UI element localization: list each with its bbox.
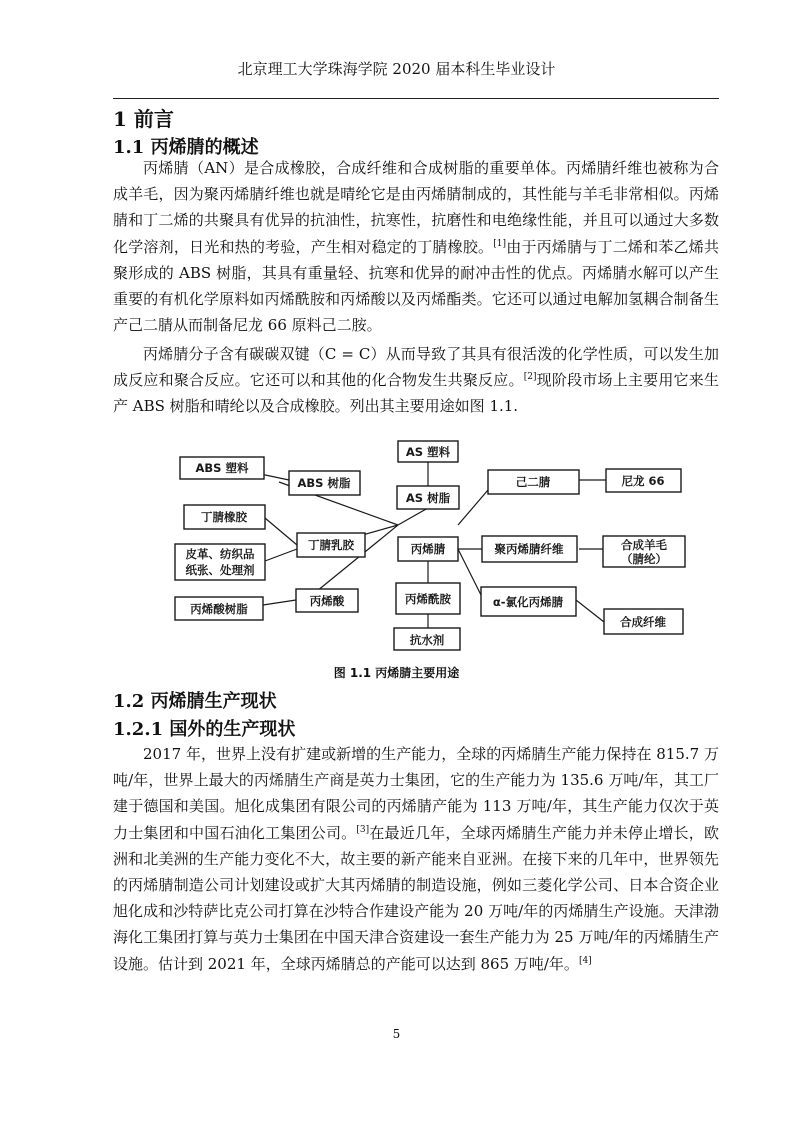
node-abs-plastic-label: ABS 塑料 (195, 461, 249, 475)
paragraph-1-text-b: 由于丙烯腈与丁二烯和苯乙烯共聚形成的 ABS 树脂，其具有重量轻、抗寒和优异的耐冲击性的优点。丙烯腈水解可以产生重要的有机化学原料如丙烯酰胺和丙烯酸以及丙烯酯类。它还可以通过电解加氢耦合制备生产己二腈从而制备尼龙 66 原料己二胺。 (113, 237, 719, 335)
node-syn-wool-label-1: 合成羊毛 (621, 538, 667, 552)
node-nbr-rubber-label: 丁腈橡胶 (201, 510, 247, 524)
node-as-plastic-label: AS 塑料 (405, 445, 451, 459)
node-chloro-acn-label: α-氯化丙烯腈 (492, 595, 564, 609)
node-nylon66 (606, 469, 681, 492)
node-water-resist-label: 抗水剂 (409, 633, 445, 647)
node-syn-fiber (604, 609, 683, 634)
figure-caption: 图 1.1 丙烯腈主要用途 (333, 666, 460, 680)
node-syn-wool-label-2: （腈纶） (621, 552, 667, 566)
node-acrylamide-label: 丙烯酰胺 (405, 592, 451, 606)
node-pan-fiber-label: 聚丙烯腈纤维 (494, 542, 564, 556)
node-nylon66-label: 尼龙 66 (621, 474, 665, 488)
node-as-resin-label: AS 树脂 (405, 491, 451, 505)
node-leather-label-1: 皮革、纺织品 (185, 547, 255, 561)
page-header: 北京理工大学珠海学院 2020 届本科生毕业设计 (237, 60, 556, 78)
paragraph-3 (113, 741, 719, 977)
node-acrylic-acid-label: 丙烯酸 (309, 594, 345, 608)
node-nbr-latex (297, 533, 365, 557)
node-adiponitrile (488, 470, 579, 494)
node-chloro-acn (481, 587, 576, 616)
node-syn-wool (603, 536, 685, 567)
node-leather-label-2: 纸张、处理剂 (185, 563, 255, 577)
paragraph-1 (113, 155, 719, 338)
node-as-plastic (398, 441, 458, 462)
citation-2: [2] (523, 372, 537, 383)
node-center (398, 537, 458, 561)
node-acrylic-resin (175, 597, 263, 620)
node-abs-resin-label: ABS 树脂 (297, 476, 351, 490)
paragraph-3-text-b: 在最近几年，全球丙烯腈生产能力并未停止增长，欧洲和北美洲的生产能力变化不大，故主要的新产能来自亚洲。在接下来的几年中，世界领先的丙烯腈制造公司计划建设或扩大其丙烯腈的制造设施，例如三菱化学公司、日本合资企业旭化成和沙特萨比克公司打算在沙特合作建设产能为 20 万吨/年的丙烯腈生产设施。天津渤海化工集团打算与英力士集团在中国天津合资建设一套生产能力为 25 万吨/年的丙烯腈生产设施。估计到 2021 年，全球丙烯腈总的产能可以达到 865 万吨/年。 (113, 823, 719, 973)
paragraph-3-text-a: 2017 年，世界上没有扩建或新增的生产能力，全球的丙烯腈生产能力保持在 815.7 万吨/年，世界上最大的丙烯腈生产商是英力士集团，它的生产能力为 135.6 万吨/年，其工厂建于德国和美国。旭化成集团有限公司的丙烯腈产能为 113 万吨/年，其生产能力仅次于英力士集团和中国石油化工集团公司。 (113, 745, 719, 842)
node-center-label: 丙烯腈 (410, 542, 446, 556)
citation-4: [4] (578, 955, 592, 966)
citation-3: [3] (356, 824, 370, 835)
section-1-2-heading: 1.2 丙烯腈生产现状 (113, 691, 277, 712)
node-acrylic-acid (296, 589, 358, 612)
node-leather (175, 544, 265, 580)
header-rule (113, 98, 719, 99)
node-acrylamide (396, 583, 460, 614)
section-1-2-1-heading: 1.2.1 国外的生产现状 (113, 719, 296, 740)
node-syn-fiber-label: 合成纤维 (620, 615, 666, 629)
paragraph-2 (113, 341, 719, 420)
paragraph-1-text-a: 丙烯腈（AN）是合成橡胶，合成纤维和合成树脂的重要单体。丙烯腈纤维也被称为合成羊毛，因为聚丙烯腈纤维也就是晴纶它是由丙烯腈制成的，其性能与羊毛非常相似。丙烯腈和丁二烯的共聚具有优异的抗油性，抗寒性，抗磨性和电绝缘性能，并且可以通过大多数化学溶剂，日光和热的考验，产生相对稳定的丁腈橡胶。 (113, 159, 719, 256)
uses-diagram (140, 432, 687, 660)
node-abs-resin (289, 471, 360, 495)
node-nbr-rubber (184, 505, 265, 529)
node-pan-fiber (482, 536, 577, 562)
section-1-1-heading: 1.1 丙烯腈的概述 (113, 137, 259, 158)
node-as-resin (397, 486, 459, 509)
node-adiponitrile-label: 己二腈 (515, 475, 551, 489)
node-nbr-latex-label: 丁腈乳胶 (308, 538, 354, 552)
page-number: 5 (392, 1027, 401, 1041)
paragraph-2-text-b: 现阶段市场上主要用它来生产 ABS 树脂和晴纶以及合成橡胶。列出其主要用途如图 1.1. (113, 371, 719, 416)
citation-1: [1] (493, 238, 507, 249)
node-acrylic-resin-label: 丙烯酸树脂 (190, 602, 248, 616)
node-abs-plastic (180, 457, 264, 479)
node-water-resist (394, 628, 460, 650)
paragraph-2-text-a: 丙烯腈分子含有碳碳双键（C = C）从而导致了其具有很活泼的化学性质，可以发生加成反应和聚合反应。它还可以和其他的化合物发生共聚反应。 (113, 345, 719, 390)
section-1-heading: 1 前言 (113, 107, 174, 131)
